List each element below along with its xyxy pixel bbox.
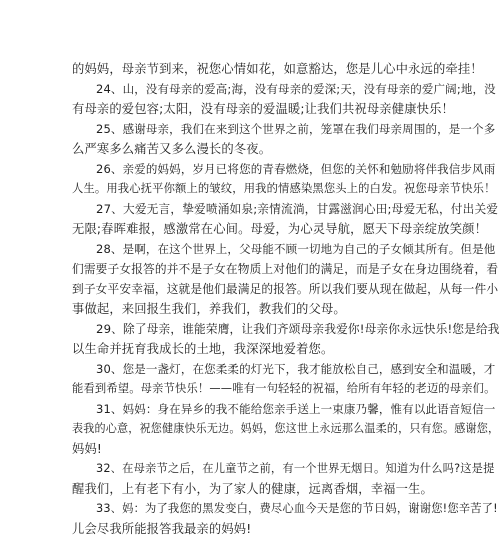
text-line: 32、在母亲节之后，在儿童节之前，有一个世界无烟日。知道为什么吗?这是提 (96, 462, 495, 475)
text-line: 以生命并抚育我成长的土地，我深深地爱着您。 (72, 342, 334, 356)
text-line: 33、妈：为了我您的黑发变白，费尽心血今天是您的节日妈，谢谢您!您辛苦了! (96, 502, 498, 515)
text-line: 人生。用我心抚平你额上的皱纹，用我的情感染黑您头上的白发。祝您母亲节快乐！ (72, 182, 496, 195)
text-line: 的妈妈，母亲节到来，祝您心情如花，如意豁达，您是儿心中永远的牵挂！ (72, 62, 483, 76)
text-line: 31、妈妈：身在异乡的我不能给您亲手送上一束康乃馨，惟有以此语音短信一 (96, 402, 496, 416)
text-line: 27、大爱无言，挚爱喷涌如泉;亲情流淌，甘露滋润心田;母爱无私，付出关爱 (96, 202, 499, 216)
text-line: 们需要子女报答的并不是子女在物质上对他们的满足，而是子女在身边围绕着，看 (72, 262, 499, 276)
text-line: 24、山，没有母亲的爱高;海，没有母亲的爱深;天，没有母亲的爱广阔;地，没 (96, 82, 496, 96)
text-line: 能看到希望。母亲节快乐！——唯有一句轻轻的祝福，给所有年轻的老迈的母亲们。 (72, 382, 496, 395)
text-line: 儿会尽我所能报答我最亲的妈妈! (72, 522, 252, 536)
text-line: 醒我们，上有老下有小，为了家人的健康，远离香烟，幸福一生。 (72, 482, 433, 496)
text-line: 28、是啊，在这个世界上，父母能不顾一切地为自己的子女倾其所有。但是他 (96, 242, 496, 256)
text-line: 29、除了母亲，谁能荣膺，让我们齐颂母亲我爱你!母亲你永远快乐!您是给我 (96, 322, 500, 336)
text-line: 25、感谢母亲，我们在来到这个世界之前，笼罩在我们母亲周围的，是一个多 (96, 122, 496, 136)
text-line: 30、您是一盏灯，在您柔柔的灯光下，我才能放松自己，感到安全和温暖，才 (96, 362, 496, 376)
text-line: 表我的心意，祝您健康快乐无边。妈妈，您这世上永远那么温柔的，只有您。感谢您， (72, 422, 500, 435)
text-line: 事做起，来回报生我们，养我们，教我们的父母。 (72, 302, 346, 316)
text-line: 无限;春晖难报，感激常在心间。母爱，为心灵导航，愿天下母亲绽放笑颜！ (72, 222, 488, 236)
text-line: 么严寒多么痛苦又多么漫长的冬夜。 (72, 142, 272, 156)
text-line: 到子女平安幸福，这就是他们最满足的报答。所以我们要从现在做起，从每一件小 (72, 282, 499, 296)
text-line: 有母亲的爱包容;太阳，没有母亲的爱温暖;让我们共祝母亲健康快乐！ (72, 102, 454, 116)
text-line: 妈妈! (72, 442, 102, 456)
text-line: 26、亲爱的妈妈，岁月已将您的青春燃烧，但您的关怀和勉励将伴我信步风雨 (96, 162, 496, 176)
